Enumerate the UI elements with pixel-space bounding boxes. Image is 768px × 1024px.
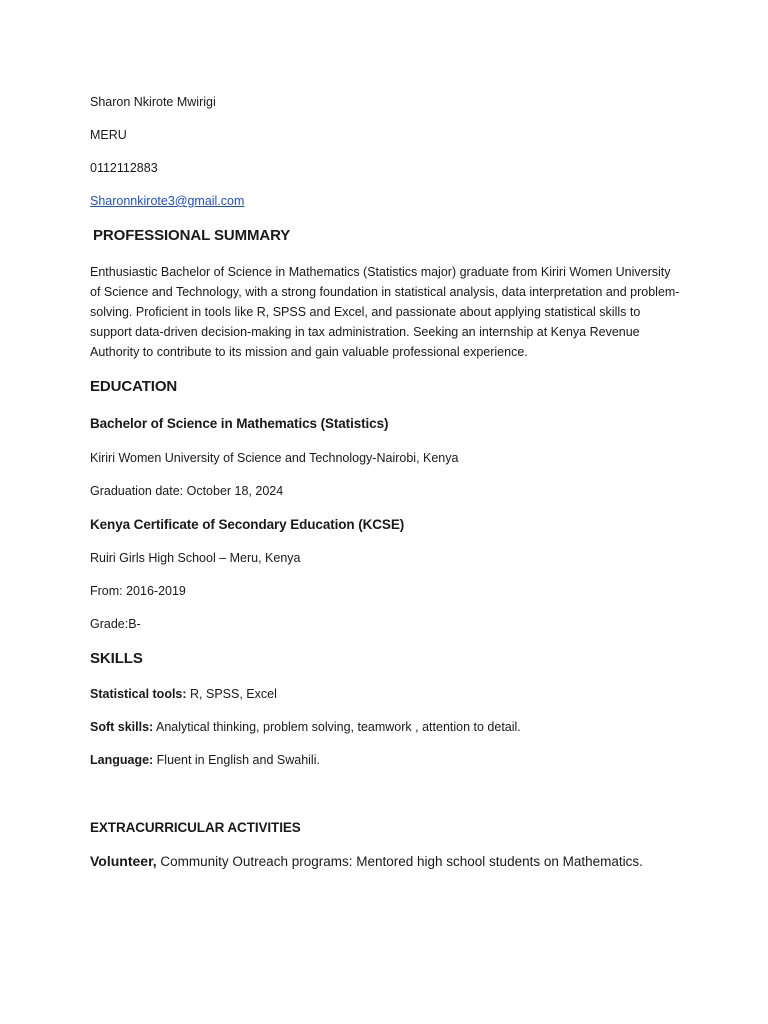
volunteer-label: Volunteer, bbox=[90, 853, 157, 869]
skill-item bbox=[90, 752, 320, 768]
kcse-period: From: 2016-2019 bbox=[90, 584, 186, 598]
contact-email-link[interactable]: Sharonnkirote3@gmail.com bbox=[90, 194, 245, 208]
contact-phone: 0112112883 bbox=[90, 161, 158, 175]
skill-label: Soft skills: bbox=[90, 720, 154, 734]
skill-label: Language: bbox=[90, 753, 154, 767]
skill-value: Fluent in English and Swahili. bbox=[153, 753, 320, 767]
contact-name: Sharon Nkirote Mwirigi bbox=[90, 95, 216, 109]
extracurricular-heading: EXTRACURRICULAR ACTIVITIES bbox=[90, 820, 301, 835]
degree-institution: Kiriri Women University of Science and Technology-Nairobi, Kenya bbox=[90, 451, 459, 465]
contact-location: MERU bbox=[90, 128, 127, 142]
skill-value: Analytical thinking, problem solving, teamwork , attention to detail. bbox=[153, 720, 521, 734]
kcse-school: Ruiri Girls High School – Meru, Kenya bbox=[90, 551, 301, 565]
skills-heading: SKILLS bbox=[90, 650, 143, 667]
degree-graduation-date: Graduation date: October 18, 2024 bbox=[90, 484, 284, 498]
skill-item bbox=[90, 686, 277, 702]
kcse-title: Kenya Certificate of Secondary Education (KCSE) bbox=[90, 517, 405, 532]
education-heading: EDUCATION bbox=[90, 378, 178, 395]
skill-item bbox=[90, 719, 521, 735]
extracurricular-item bbox=[90, 852, 643, 871]
skill-label: Statistical tools: bbox=[90, 687, 187, 701]
summary-text: Enthusiastic Bachelor of Science in Mathematics (Statistics major) graduate from Kiriri Women University of Science and Technology, with a strong foundation in statistical analysis, data interpretation and problem-solving. Proficient in tools like R, SPSS and Excel, and passionate about applying statistical skills to support data-driven decision-making in tax administration. Seeking an internship at Kenya Revenue Authority to contribute to its mission and gain valuable professional experience. bbox=[90, 265, 680, 359]
kcse-grade: Grade:B- bbox=[90, 617, 141, 631]
skill-value: R, SPSS, Excel bbox=[186, 687, 277, 701]
volunteer-text: Community Outreach programs: Mentored high school students on Mathematics. bbox=[156, 854, 643, 869]
degree-title: Bachelor of Science in Mathematics (Statistics) bbox=[90, 416, 389, 431]
summary-heading: PROFESSIONAL SUMMARY bbox=[93, 227, 291, 244]
